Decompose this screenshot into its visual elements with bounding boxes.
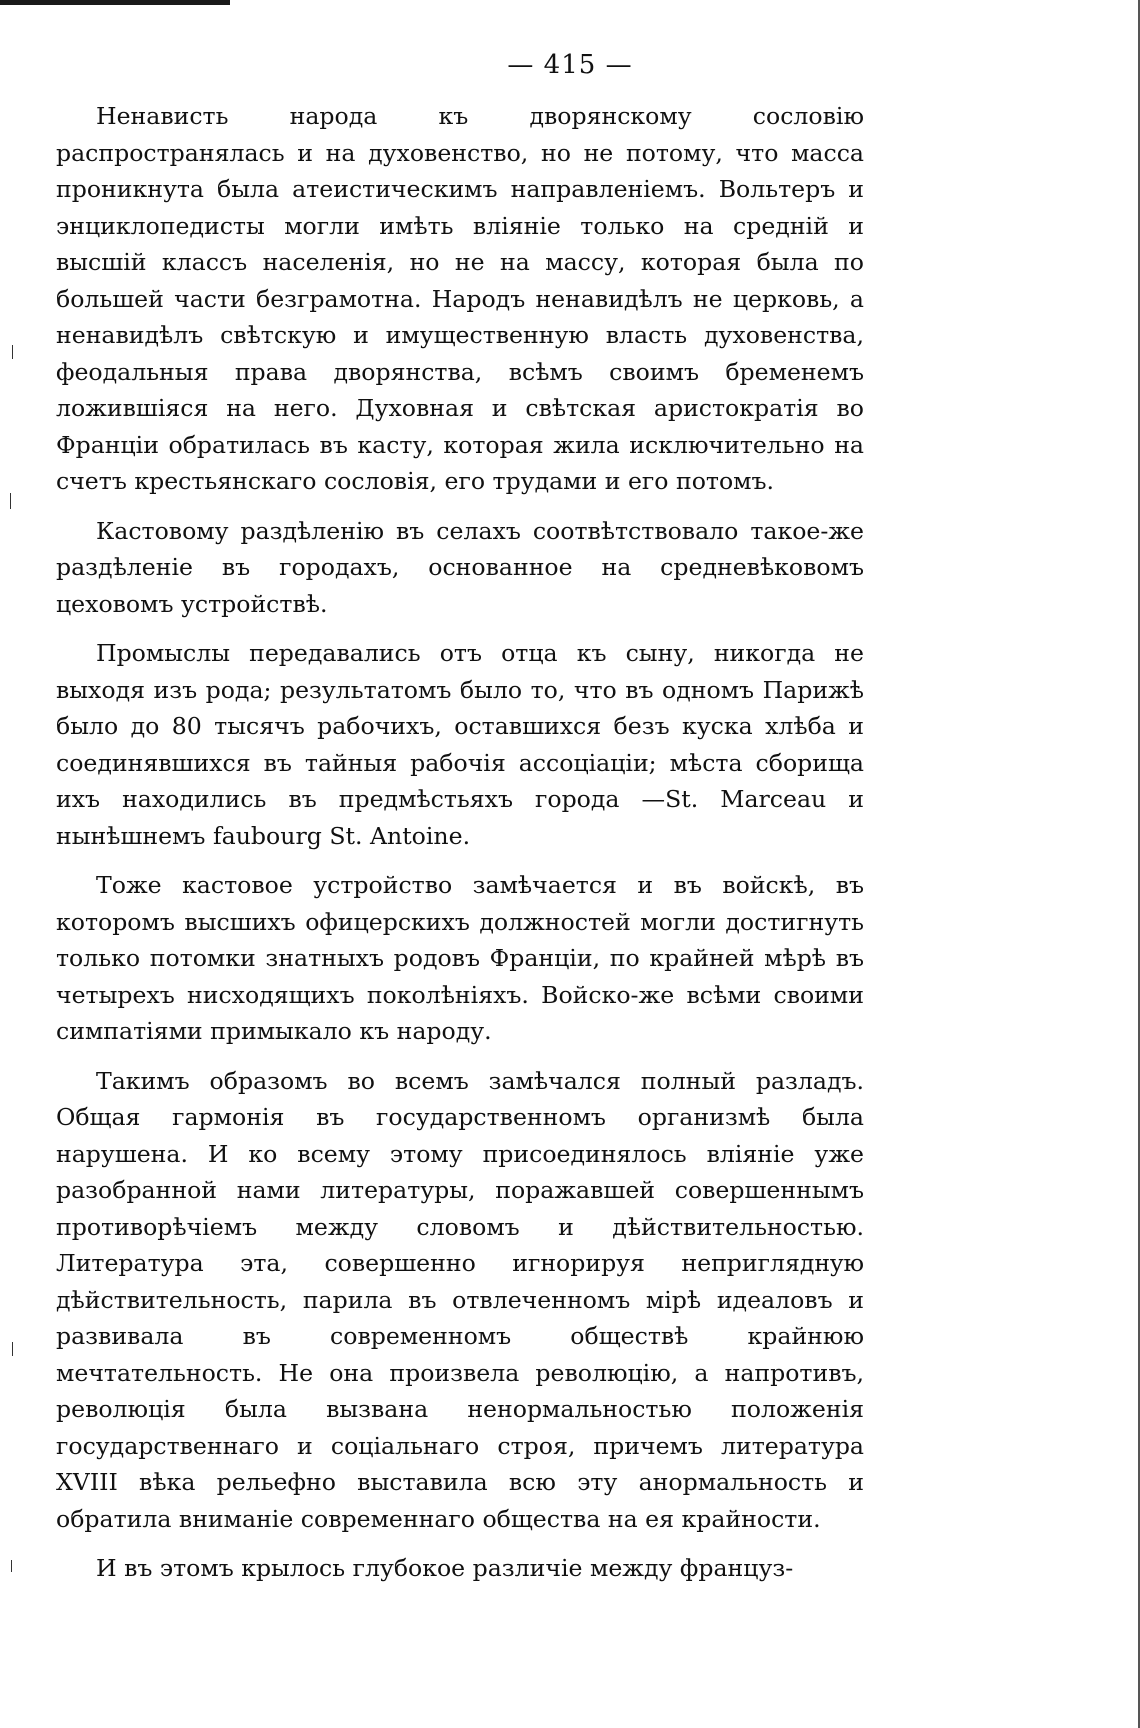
paragraph: Тоже кастовое устройство замѣчается и въ войскѣ, въ которомъ высшихъ офицерскихъ должностей могли достигнуть только потомки знатныхъ родовъ Франціи, по крайней мѣрѣ въ четырехъ нисходящихъ поколѣніяхъ. Войско-же всѣми своими симпатіями примыкало къ народу. — [56, 871, 864, 1045]
margin-mark — [12, 1342, 13, 1356]
body-text — [56, 98, 864, 1587]
page-number: — 415 — — [507, 50, 633, 80]
paragraph: Ненависть народа къ дворянскому сословію распространялась и на духовенство, но не потому, что масса проникнута была атеистическимъ направленіемъ. Вольтеръ и энциклопедисты могли имѣть вліяніе только на средній и высшій классъ населенія, но не на массу, которая была по большей части безграмотна. Народъ ненавидѣлъ не церковь, а ненавидѣлъ свѣтскую и имущественную власть духовенства, феодальныя права дворянства, всѣмъ своимъ бременемъ ложившіяся на него. Духовная и свѣтская аристократія во Франціи обратилась въ касту, которая жила исключительно на счетъ крестьянскаго сословія, его трудами и его потомъ. — [56, 102, 864, 495]
paragraph: Такимъ образомъ во всемъ замѣчался полный разладъ. Общая гармонія въ государственномъ организмѣ была нарушена. И ко всему этому присоединялось вліяніе уже разобранной нами литературы, поражавшей совершеннымъ противорѣчіемъ между словомъ и дѣйствительностью. Литература эта, совершенно игнорируя непригляднyю дѣйствительность, парила въ отвлеченномъ мірѣ идеаловъ и развивала въ современномъ обществѣ крайнюю мечтательность. Не она произвела революцію, а напротивъ, революція была вызвана ненормальностью положенія государственнаго и соціальнаго строя, причемъ литература XVIII вѣка рельефно выставила всю эту анормальность и обратила вниманіе современнаго общества на ея крайности. — [56, 1066, 864, 1533]
paragraph: Кастовому раздѣленію въ селахъ соотвѣтствовало такое-же раздѣленіе въ городахъ, основанное на средневѣковомъ цеховомъ устройствѣ. — [56, 516, 864, 618]
paragraph: Промыслы передавались отъ отца къ сыну, никогда не выходя изъ рода; результатомъ было то, что въ одномъ Парижѣ было до 80 тысячъ рабочихъ, оставшихся безъ куска хлѣба и соединявшихся въ тайныя рабочія ассоціаціи; мѣста сборища ихъ находились въ предмѣстьяхъ города —St. Marceau и нынѣшнемъ faubourg St. Antoine. — [56, 639, 864, 850]
paragraph: И въ этомъ крылось глубокое различіе между француз- — [96, 1554, 794, 1582]
scan-edge-mark — [0, 0, 230, 5]
margin-mark — [10, 493, 11, 509]
margin-mark — [11, 1560, 12, 1572]
margin-mark — [12, 345, 13, 359]
